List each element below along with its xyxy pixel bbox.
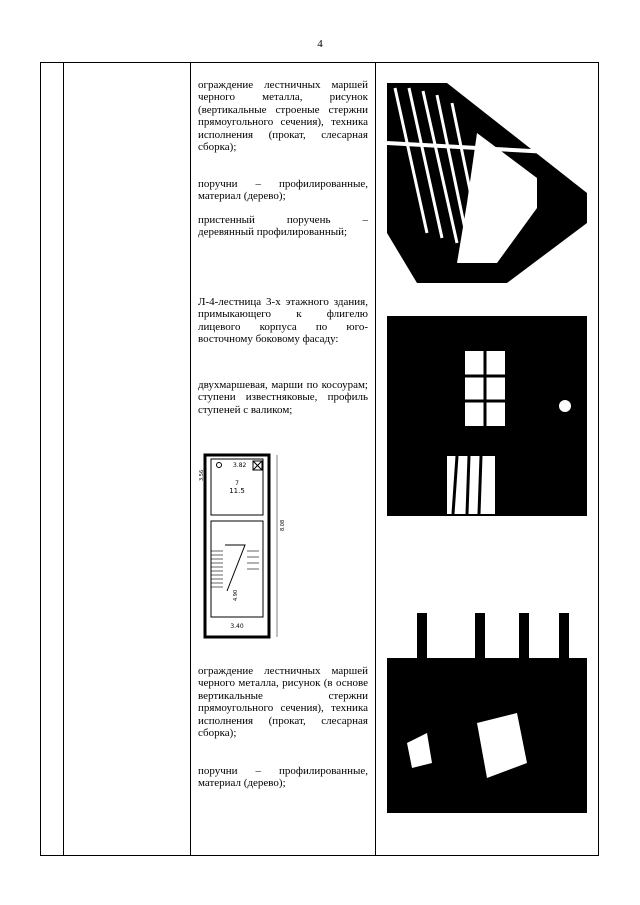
plan-room-area: 11.5 bbox=[229, 487, 245, 495]
plan-dim-right: 8.08 bbox=[280, 519, 286, 531]
paragraph-handrail-2: поручни – профилированные, материал (дерево); bbox=[198, 765, 368, 790]
photo-railing-posts bbox=[387, 613, 587, 813]
column-divider-2 bbox=[190, 63, 191, 855]
floor-plan-drawing bbox=[197, 441, 293, 642]
column-divider-3 bbox=[375, 63, 376, 855]
plan-room-number: 7 bbox=[235, 480, 239, 487]
photo-staircase-railing bbox=[387, 83, 587, 283]
page-number: 4 bbox=[317, 38, 323, 50]
paragraph-railing-2: ограждение лестничных маршей черного металла, рисунок (в основе вертикальные стержни прямоугольного сечения), техника исполнения (прокат, слесарная сборка); bbox=[198, 665, 368, 740]
paragraph-staircase-l4: Л-4-лестница 3-х этажного здания, примыкающего к флигелю лицевого корпуса по юго-восточному боковому фасаду: bbox=[198, 296, 368, 346]
paragraph-handrail-1: поручни – профилированные, материал (дерево); bbox=[198, 178, 368, 203]
photo-stairwell-window bbox=[387, 316, 587, 516]
plan-dim-stair: 4.90 bbox=[233, 589, 239, 601]
plan-dim-top: 3.82 bbox=[233, 462, 247, 469]
column-divider-1 bbox=[63, 63, 64, 855]
paragraph-wall-handrail: пристенный поручень – деревянный профилированный; bbox=[198, 214, 368, 239]
paragraph-railing-1: ограждение лестничных маршей черного металла, рисунок (вертикальные строеные стержни прямоугольного сечения), техника исполнения (прокат, слесарная сборка); bbox=[198, 79, 368, 154]
paragraph-stair-structure: двухмаршевая, марши по косоурам; ступени известняковые, профиль ступеней с валиком; bbox=[198, 379, 368, 416]
plan-dim-left: 3.56 bbox=[199, 469, 205, 481]
plan-dim-bottom: 3.40 bbox=[230, 623, 244, 630]
